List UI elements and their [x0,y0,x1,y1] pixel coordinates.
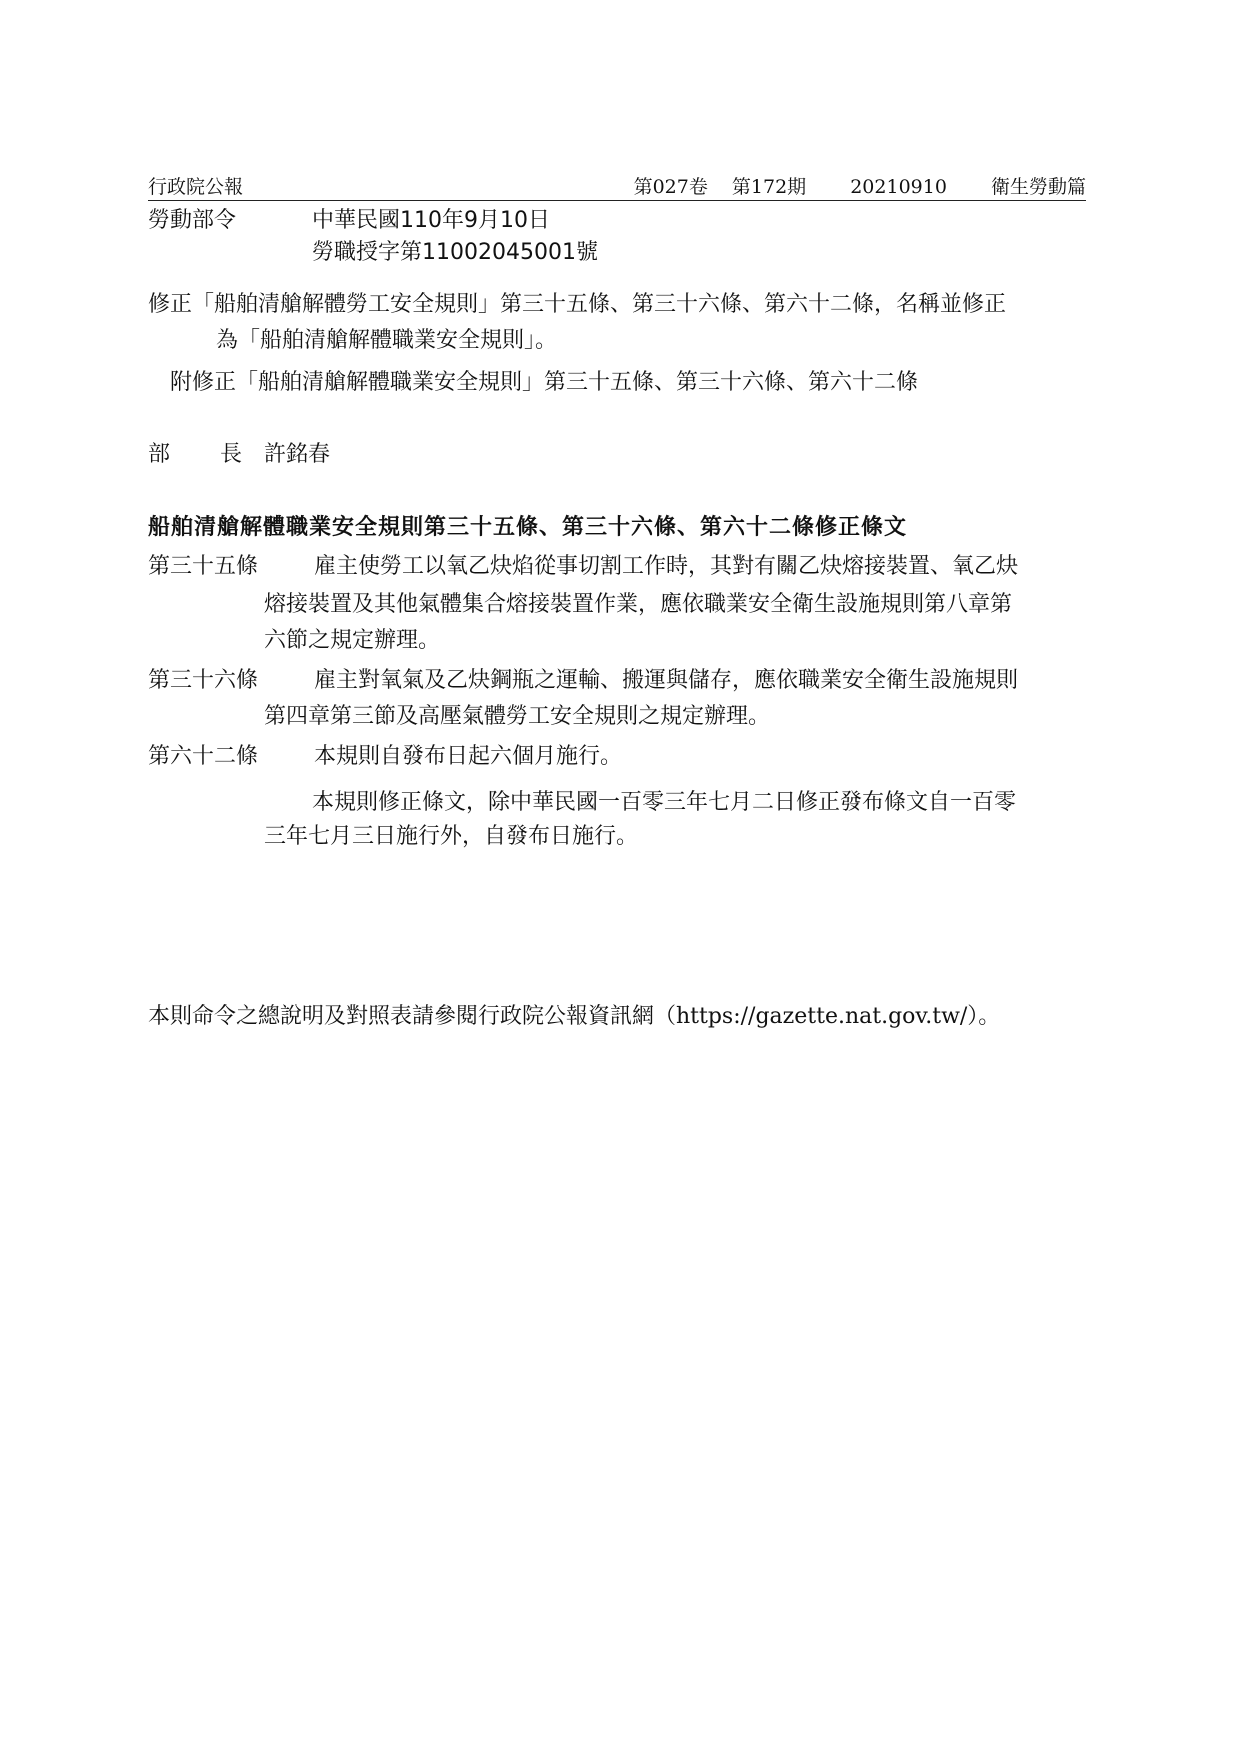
page-header [148,170,1086,201]
article-line: 本規則修正條文，除中華民國一百零三年七月二日修正發布條文自一百零 [312,790,1017,815]
article-line: 第四章第三節及高壓氣體勞工安全規則之規定辦理。 [264,704,771,729]
publication-name: 行政院公報 [148,176,244,198]
article-line: 本規則自發布日起六個月施行。 [314,744,623,769]
article-line: 雇主對氧氣及乙炔鋼瓶之運輸、搬運與儲存，應依職業安全衛生設施規則 [314,668,1019,693]
footer-note: 本則命令之總說明及對照表請參閱行政院公報資訊網（https://gazette.nat.gov.tw/）。 [148,1004,1001,1029]
article-line: 雇主使勞工以氧乙炔焰從事切割工作時，其對有關乙炔熔接裝置、氧乙炔 [314,554,1019,579]
header-meta [616,172,1086,199]
order-date: 中華民國110年9月10日 [312,208,550,233]
order-issuer: 勞動部令 [148,208,237,233]
article-label: 第三十六條 [148,668,259,693]
order-number: 勞職授字第11002045001號 [312,240,598,265]
section-name: 衛生勞動篇 [990,176,1086,198]
article-label: 第三十五條 [148,554,259,579]
minister-title-2: 長 [220,442,243,467]
article-line: 六節之規定辦理。 [264,628,441,653]
article-line: 三年七月三日施行外，自發布日施行。 [264,824,639,849]
amendment-attachment: 附修正「船舶清艙解體職業安全規則」第三十五條、第三十六條、第六十二條 [170,370,919,395]
minister-title-1: 部 [148,442,171,467]
article-line: 熔接裝置及其他氣體集合熔接裝置作業，應依職業安全衛生設施規則第八章第 [264,592,1013,617]
section-title: 船舶清艙解體職業安全規則第三十五條、第三十六條、第六十二條修正條文 [148,514,908,540]
minister-name: 許銘春 [264,442,331,467]
volume-number: 第027卷 [633,176,708,198]
amendment-line-1: 修正「船舶清艙解體勞工安全規則」第三十五條、第三十六條、第六十二條，名稱並修正 [148,292,1007,317]
issue-date: 20210910 [850,176,947,198]
issue-number: 第172期 [731,176,807,198]
amendment-line-2: 為「船舶清艙解體職業安全規則」。 [216,328,558,353]
article-label: 第六十二條 [148,744,259,769]
